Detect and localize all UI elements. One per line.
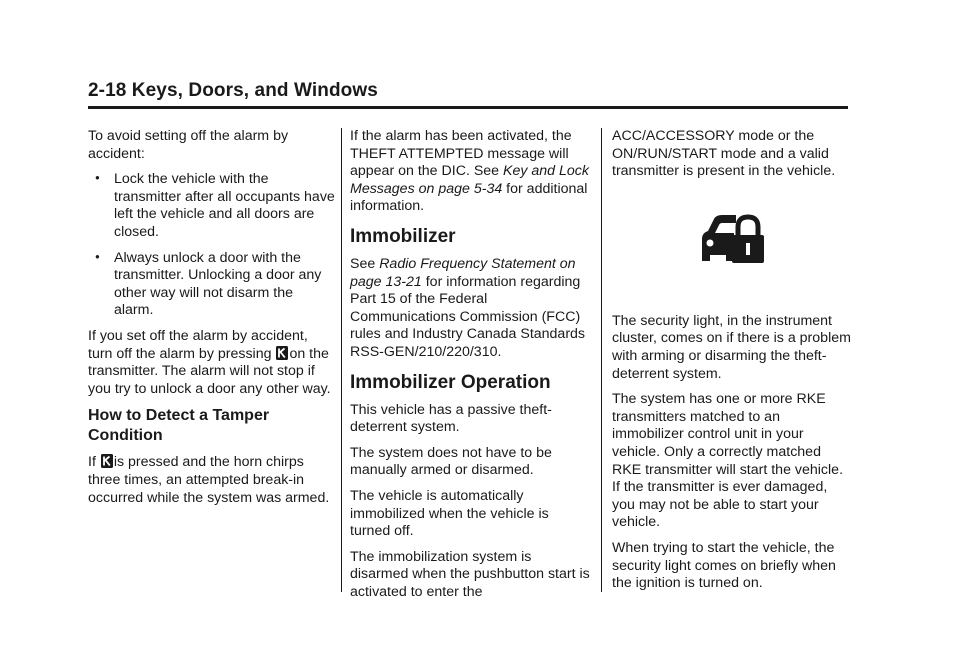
paragraph: To avoid setting off the alarm by accident:	[88, 128, 289, 162]
paragraph: The system has one or more RKE transmitters matched to an immobilizer control unit in your vehicle. Only a correctly matched RKE transmitter will start the vehicle. If the transmitter is ever damaged, you may not be able to start your vehicle.	[612, 391, 844, 531]
key-fob-button-icon	[101, 454, 113, 468]
paragraph: ACC/ACCESSORY mode or the ON/RUN/START mode and a valid transmitter is present in the vehicle.	[612, 128, 836, 180]
security-light-figure	[612, 189, 852, 313]
paragraph: When trying to start the vehicle, the security light comes on briefly when the ignition is turned on.	[612, 539, 836, 592]
paragraph: If you set off the alarm by accident, turn off the alarm by pressing on the transmitter. The alarm will not stop if you try to unlock a door any other way.	[88, 327, 331, 397]
column-3	[612, 128, 852, 601]
section-heading: Immobilizer Operation	[350, 371, 551, 393]
bullet-list	[88, 171, 336, 320]
cross-reference[interactable]: Key and Lock Messages on page 5-34	[350, 163, 589, 197]
paragraph: The system does not have to be manually armed or disarmed.	[350, 444, 552, 479]
list-item: ● Lock the vehicle with the transmitter after all occupants have left the vehicle and all doors are closed.	[95, 171, 335, 240]
column-1	[88, 128, 336, 515]
column-divider	[341, 128, 342, 592]
paragraph: The vehicle is automatically immobilized when the vehicle is turned off.	[350, 487, 549, 540]
page-header	[88, 82, 848, 109]
section-heading: How to Detect a Tamper Condition	[88, 407, 270, 445]
section-heading: Immobilizer	[350, 225, 456, 247]
security-light-icon	[700, 213, 764, 265]
page-title: 2-18 Keys, Doors, and Windows	[88, 80, 378, 101]
paragraph: The security light, in the instrument cluster, comes on if there is a problem with arming or disarming the theft-deterrent system.	[612, 312, 851, 382]
bullet-icon: ●	[95, 173, 100, 183]
column-divider	[601, 128, 602, 592]
paragraph: If the alarm has been activated, the THEFT ATTEMPTED message will appear on the DIC. See Key and Lock Messages on page 5-34 for additional information.	[350, 128, 589, 215]
column-2	[350, 128, 592, 609]
paragraph: The immobilization system is disarmed when the pushbutton start is activated to enter the	[350, 548, 590, 600]
bullet-icon: ●	[95, 251, 100, 261]
list-item: ● Always unlock a door with the transmitter. Unlocking a door any other way will not disarm the alarm.	[95, 249, 322, 319]
paragraph: This vehicle has a passive theft-deterrent system.	[350, 401, 552, 436]
key-fob-button-icon	[276, 346, 288, 360]
cross-reference[interactable]: Radio Frequency Statement on page 13-21	[350, 255, 576, 290]
paragraph: See Radio Frequency Statement on page 13-21 for information regarding Part 15 of the Federal Communications Commission (FCC) rules and Industry Canada Standards RSS-GEN/210/220/310.	[350, 255, 586, 360]
paragraph: If is pressed and the horn chirps three times, an attempted break-in occurred while the system was armed.	[88, 454, 330, 506]
